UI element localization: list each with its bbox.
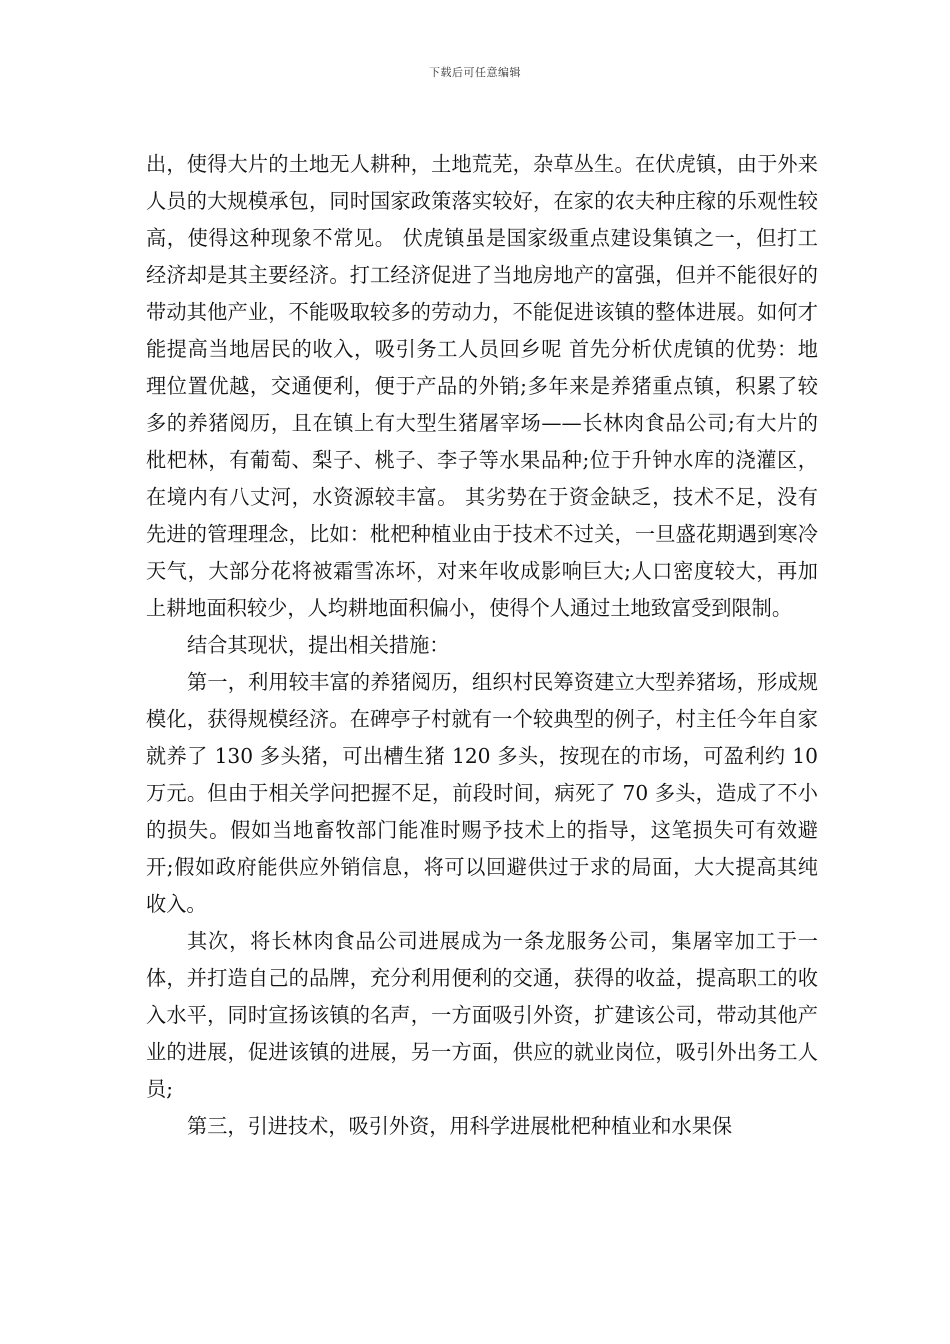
paragraph-4: 其次，将长林肉食品公司进展成为一条龙服务公司，集屠宰加工于一体，并打造自己的品牌，充分利用便利的交通，获得的收益，提高职工的收入水平，同时宣扬该镇的名声，一方面吸引外资，扩建该公司，带动其他产业的进展，促进该镇的进展，另一方面，供应的就业岗位，吸引外出务工人员; [146, 929, 818, 1101]
paragraph-1: 出，使得大片的土地无人耕种，土地荒芜，杂草丛生。在伏虎镇，由于外来人员的大规模承包，同时国家政策落实较好，在家的农夫种庄稼的乐观性较高，使得这种现象不常见。 伏虎镇虽是国家级重点建设集镇之一，但打工经济却是其主要经济。打工经济促进了当地房地产的富强，但并不能很好的带动其他产业，不能吸取较多的劳动力，不能促进该镇的整体进展。如何才能提高当地居民的收入，吸引务工人员回乡呢 首先分析伏虎镇的优势：地理位置优越，交通便利，便于产品的外销;多年来是养猪重点镇，积累了较多的养猪阅历，且在镇上有大型生猪屠宰场——长林肉食品公司;有大片的枇杷林，有葡萄、梨子、桃子、李子等水果品种;位于升钟水库的浇灌区，在境内有八丈河，水资源较丰富。 其劣势在于资金缺乏，技术不足，没有先进的管理理念，比如：枇杷种植业由于技术不过关，一旦盛花期遇到寒冷天气，大部分花将被霜雪冻坏，对来年收成影响巨大;人口密度较大，再加上耕地面积较少，人均耕地面积偏小，使得个人通过土地致富受到限制。 [146, 152, 818, 620]
paragraph-2: 结合其现状，提出相关措施： [187, 633, 450, 657]
paragraph-5: 第三，引进技术，吸引外资，用科学进展枇杷种植业和水果保 [187, 1114, 733, 1138]
document-body [146, 146, 825, 1145]
page-header: 下载后可任意编辑 [429, 66, 521, 79]
paragraph-3: 第一，利用较丰富的养猪阅历，组织村民筹资建立大型养猪场，形成规模化，获得规模经济。在碑亭子村就有一个较典型的例子，村主任今年自家就养了 130 多头猪，可出槽生猪 120 多头，按现在的市场，可盈利约 10 万元。但由于相关学问把握不足，前段时间，病死了 70 多头，造成了不小的损失。假如当地畜牧部门能准时赐予技术上的指导，这笔损失可有效避开;假如政府能供应外销信息，将可以回避供过于求的局面，大大提高其纯收入。 [146, 670, 825, 916]
